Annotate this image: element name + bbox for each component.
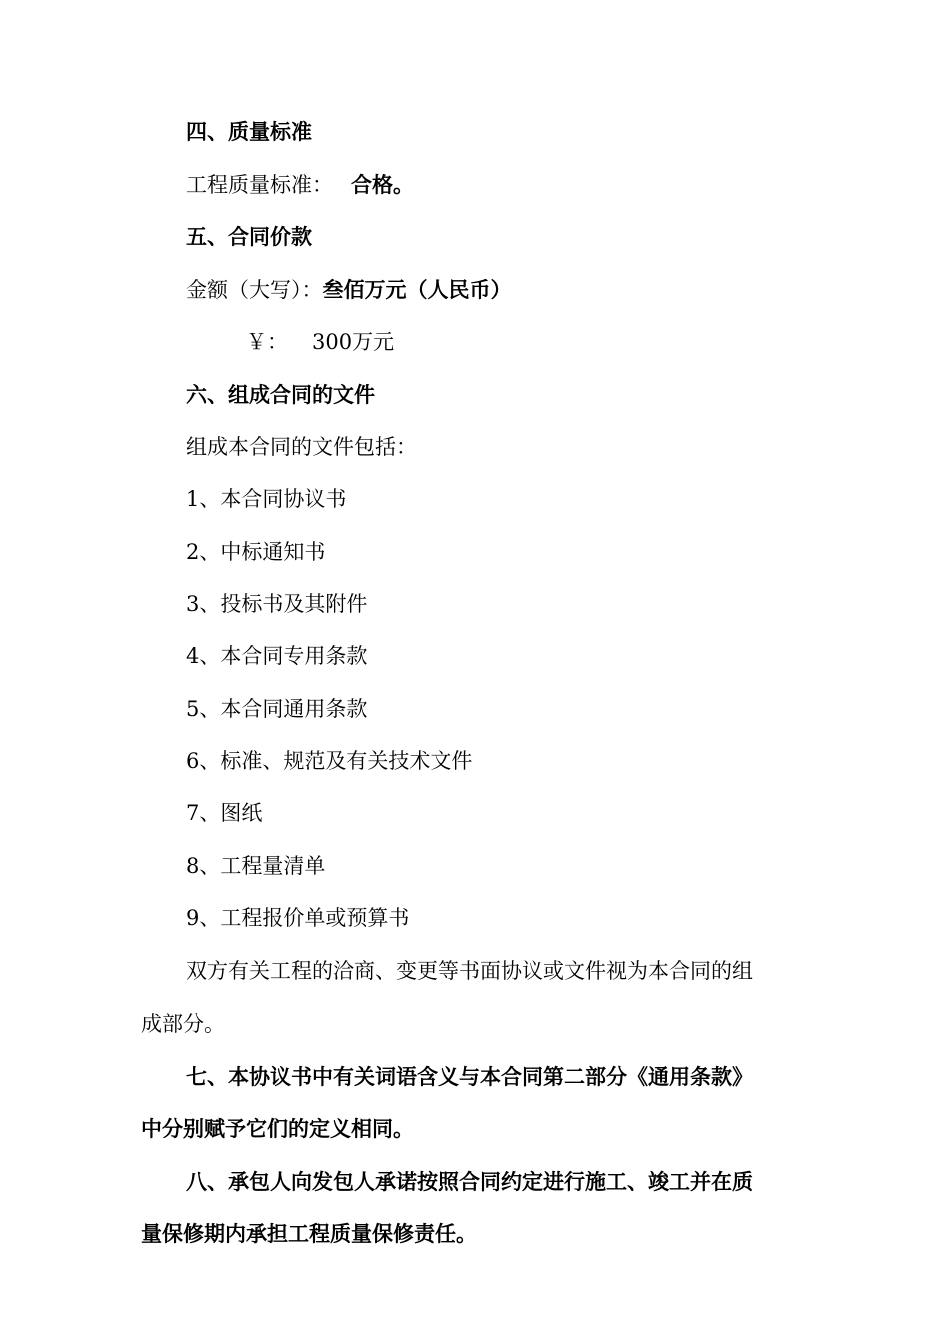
list-item: 8、工程量清单 <box>186 854 326 878</box>
section-7-line-1: 七、本协议书中有关词语含义与本合同第二部分《通用条款》 <box>186 1065 753 1089</box>
list-item: 3、投标书及其附件 <box>186 592 368 616</box>
amount-value: 叁佰万元（人民币） <box>322 278 512 302</box>
list-item: 7、图纸 <box>186 801 263 825</box>
list-item: 5、本合同通用条款 <box>186 697 368 721</box>
list-item: 6、标准、规范及有关技术文件 <box>186 749 473 773</box>
section-4-heading: 四、质量标准 <box>186 120 312 144</box>
numeric-amount-line <box>246 329 394 355</box>
section-6-heading: 六、组成合同的文件 <box>186 383 375 407</box>
section-5-heading: 五、合同价款 <box>186 225 312 249</box>
documents-note-line-2: 成部分。 <box>141 1012 225 1036</box>
section-8-line-1: 八、承包人向发包人承诺按照合同约定进行施工、竣工并在质 <box>186 1170 753 1194</box>
documents-note-line-1: 双方有关工程的洽商、变更等书面协议或文件视为本合同的组 <box>186 959 753 983</box>
quality-standard-line <box>186 172 414 198</box>
list-item: 9、工程报价单或预算书 <box>186 906 410 930</box>
quality-standard-value: 合格。 <box>351 173 414 197</box>
section-8-line-2: 量保修期内承担工程质量保修责任。 <box>141 1222 477 1246</box>
section-7-line-2: 中分别赋予它们的定义相同。 <box>141 1117 414 1141</box>
numeric-amount-value: 300万元 <box>312 330 395 354</box>
quality-standard-label: 工程质量标准： <box>186 173 333 197</box>
documents-intro: 组成本合同的文件包括： <box>186 435 417 459</box>
amount-line <box>186 277 512 303</box>
currency-symbol: ￥： <box>246 330 288 354</box>
list-item: 4、本合同专用条款 <box>186 644 368 668</box>
list-item: 2、中标通知书 <box>186 540 326 564</box>
list-item: 1、本合同协议书 <box>186 487 347 511</box>
amount-label: 金额（大写）： <box>186 278 323 302</box>
